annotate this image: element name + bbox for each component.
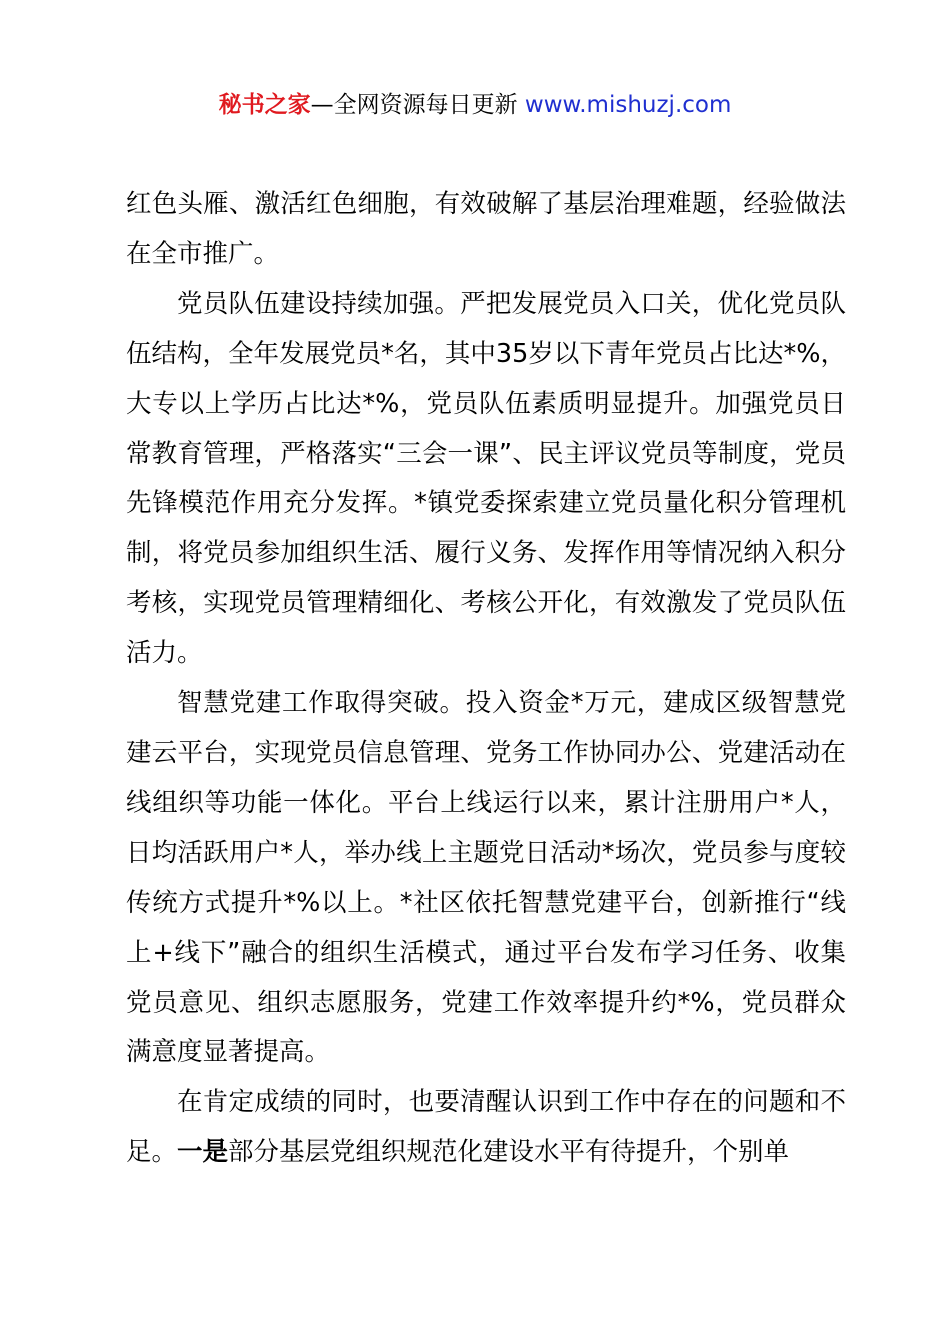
paragraph-smart-party-building: 智慧党建工作取得突破。投入资金*万元，建成区级智慧党建云平台，实现党员信息管理、党务工作协同办公、党建活动在线组织等功能一体化。平台上线运行以来，累计注册用户*人，日均活跃用户*人，举办线上主题党日活动*场次，党员参与度较传统方式提升*%以上。*社区依托智慧党建平台，创新推行“线上+线下”融合的组织生活模式，通过平台发布学习任务、收集党员意见、组织志愿服务，党建工作效率提升约*%，党员群众满意度显著提高。	[126, 688, 846, 1068]
document-body	[126, 180, 846, 1178]
problems-intro-text: 在肯定成绩的同时，也要清醒认识到工作中存在的问题和不足。	[126, 1087, 846, 1168]
paragraph-continuation: 红色头雁、激活红色细胞，有效破解了基层治理难题，经验做法在全市推广。	[126, 189, 846, 269]
point-one-text: 部分基层党组织规范化建设水平有待提升，个别单	[228, 1137, 790, 1168]
paragraph-problems	[126, 1078, 846, 1178]
site-url-link[interactable]: www.mishuzj.com	[524, 92, 732, 118]
point-one-label: 一是	[177, 1137, 229, 1168]
site-tagline: —全网资源每日更新	[310, 92, 525, 118]
site-brand: 秘书之家	[218, 92, 311, 118]
paragraph-party-members: 党员队伍建设持续加强。严把发展党员入口关，优化党员队伍结构，全年发展党员*名，其中35岁以下青年党员占比达*%，大专以上学历占比达*%，党员队伍素质明显提升。加强党员日常教育管理，严格落实“三会一课”、民主评议党员等制度，党员先锋模范作用充分发挥。*镇党委探索建立党员量化积分管理机制，将党员参加组织生活、履行义务、发挥作用等情况纳入积分考核，实现党员管理精细化、考核公开化，有效激发了党员队伍活力。	[126, 288, 846, 669]
site-header	[0, 88, 950, 122]
